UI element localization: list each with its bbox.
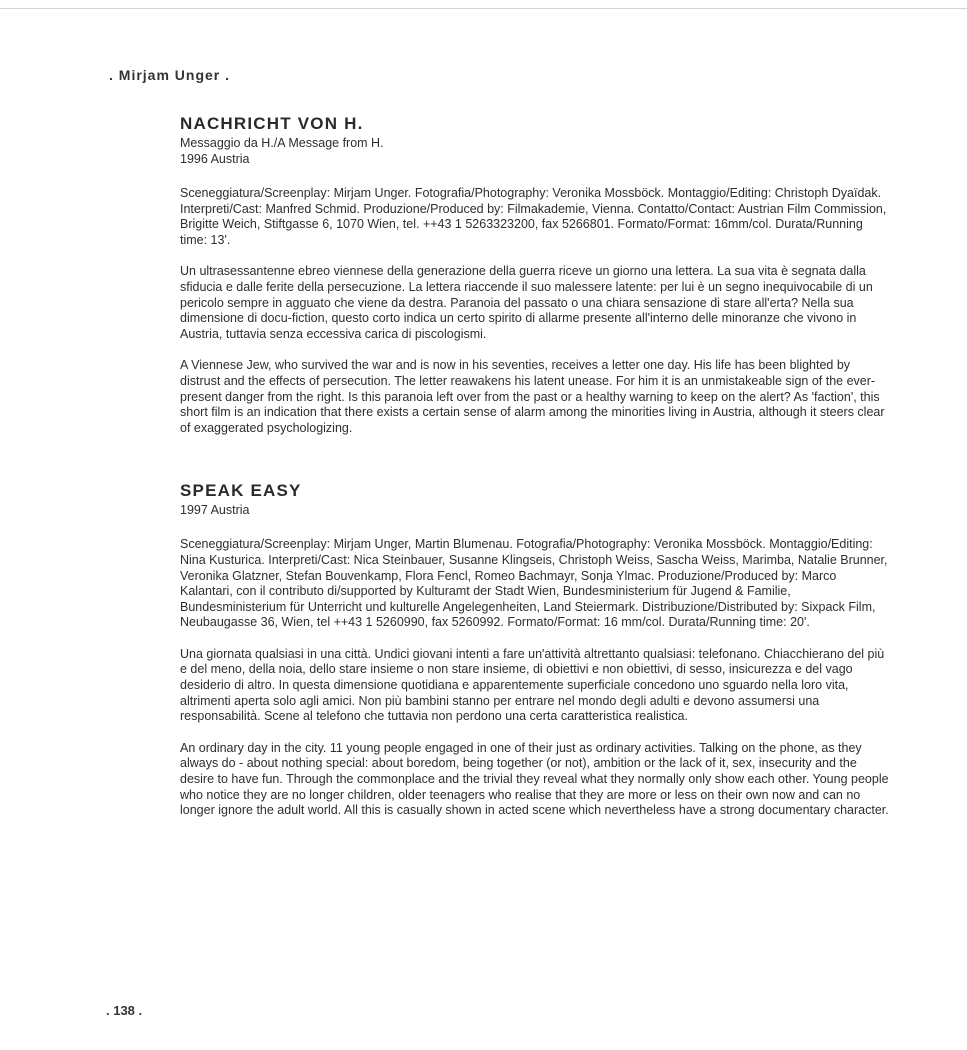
film-entry-speak-easy <box>180 480 892 819</box>
film-entry-nachricht-von-h <box>180 113 892 436</box>
top-rule <box>0 8 967 9</box>
film-year-country: 1996 Austria <box>180 152 250 166</box>
synopsis-english: A Viennese Jew, who survived the war and is now in his seventies, receives a letter one day. His life has been blighted by distrust and the effects of persecution. The letter reawakens his latent unease. For him it is an unmistakeable sign of the ever-present danger from the right. Is this paranoia left over from the past or a healthy warning to keep on the alert? As 'faction', this short film is an indication that there exists a certain sense of alarm among the minorities living in Austria, although it steers clear of exaggerated psychologizing. <box>180 358 885 435</box>
film-year-country: 1997 Austria <box>180 503 250 518</box>
director-name-header: . Mirjam Unger . <box>109 67 231 83</box>
film-title: SPEAK EASY <box>180 481 302 501</box>
film-credits: Sceneggiatura/Screenplay: Mirjam Unger, Martin Blumenau. Fotografia/Photography: Veronika Mossböck. Montaggio/Editing: Nina Kusturica. Interpreti/Cast: Nica Steinbauer, Susanne Klingseis, Christoph Weiss, Sascha Weiss, Marimba, Natalie Brunner, Veronika Glatzner, Stefan Bouvenkamp, Flora Fencl, Romeo Bachmayr, Sonja Ylmac. Produzione/Produced by: Marco Kalantari, con il contributo di/supported by Kulturamt der Stadt Wien, Bundesministerium für Jugend & Familie, Bundesministerium für Unterricht und kulturelle Angelegenheiten, Land Steiermark. Distribuzione/Distributed by: Sixpack Film, Neubaugasse 36, Wien, tel ++43 1 5260990, fax 5260992. Formato/Format: 16 mm/col. Durata/Running time: 20'. <box>180 537 888 630</box>
synopsis-english: An ordinary day in the city. 11 young people engaged in one of their just as ordinary activities. Talking on the phone, as they always do - about nothing special: about boredom, being together (or not), ambition or the lack of it, sex, insecurity and the desire to have fun. Through the commonplace and the trivial they reveal what they normally only show each other. Young people who notice they are no longer children, older teenagers who realise that they are more or less on their own now and can no longer ignore the adult world. All this is casually shown in acted scene which nevertheless have a strong documentary character. <box>180 740 889 818</box>
synopsis-italian: Un ultrasessantenne ebreo viennese della generazione della guerra riceve un giorno una lettera. La sua vita è segnata dalla sfiducia e dalle ferite della persecuzione. La lettera riaccende il suo malessere latente: per lui è un segno inequivocabile di un pericolo sempre in agguato che viene da destra. Paranoia del passato o una chiara sensazione di stare all'erta? Nella sua dimensione di docu-fiction, questo corto indica un certo spirito di allarme presente all'interno delle minoranze che vivono in Austria, tuttavia senza eccessiva carica di piscologismi. <box>180 264 873 341</box>
film-title: NACHRICHT VON H. <box>180 114 364 133</box>
film-subtitle: Messaggio da H./A Message from H. <box>180 136 384 150</box>
film-credits: Sceneggiatura/Screenplay: Mirjam Unger. Fotografia/Photography: Veronika Mossböck. Montaggio/Editing: Christoph Dyaïdak. Interpreti/Cast: Manfred Schmid. Produzione/Produced by: Filmakademie, Vienna. Contatto/Contact: Austrian Film Commission, Brigitte Weich, Stiftgasse 6, 1070 Wien, tel. ++43 1 5263323200, fax 5266801. Formato/Format: 16mm/col. Durata/Running time: 13'. <box>180 186 887 247</box>
film-entries <box>180 113 892 819</box>
synopsis-italian: Una giornata qualsiasi in una città. Undici giovani intenti a fare un'attività altrettanto qualsiasi: telefonano. Chiacchierano del più e del meno, della noia, dello stare insieme o non stare insieme, di obiettivi e non obiettivi, di sesso, insicurezza e del vago desiderio di altro. In questa dimensione quotidiana e apparentemente superficiale concedono uno sguardo nella loro vita, altrimenti aperta solo agli amici. Non più bambini stanno per entrare nel mondo degli adulti e devono assumersi una responsabilità. Scene al telefono che tuttavia non perdono una certa caratteristica realistica. <box>180 646 885 724</box>
page-number: . 138 . <box>106 1003 143 1018</box>
